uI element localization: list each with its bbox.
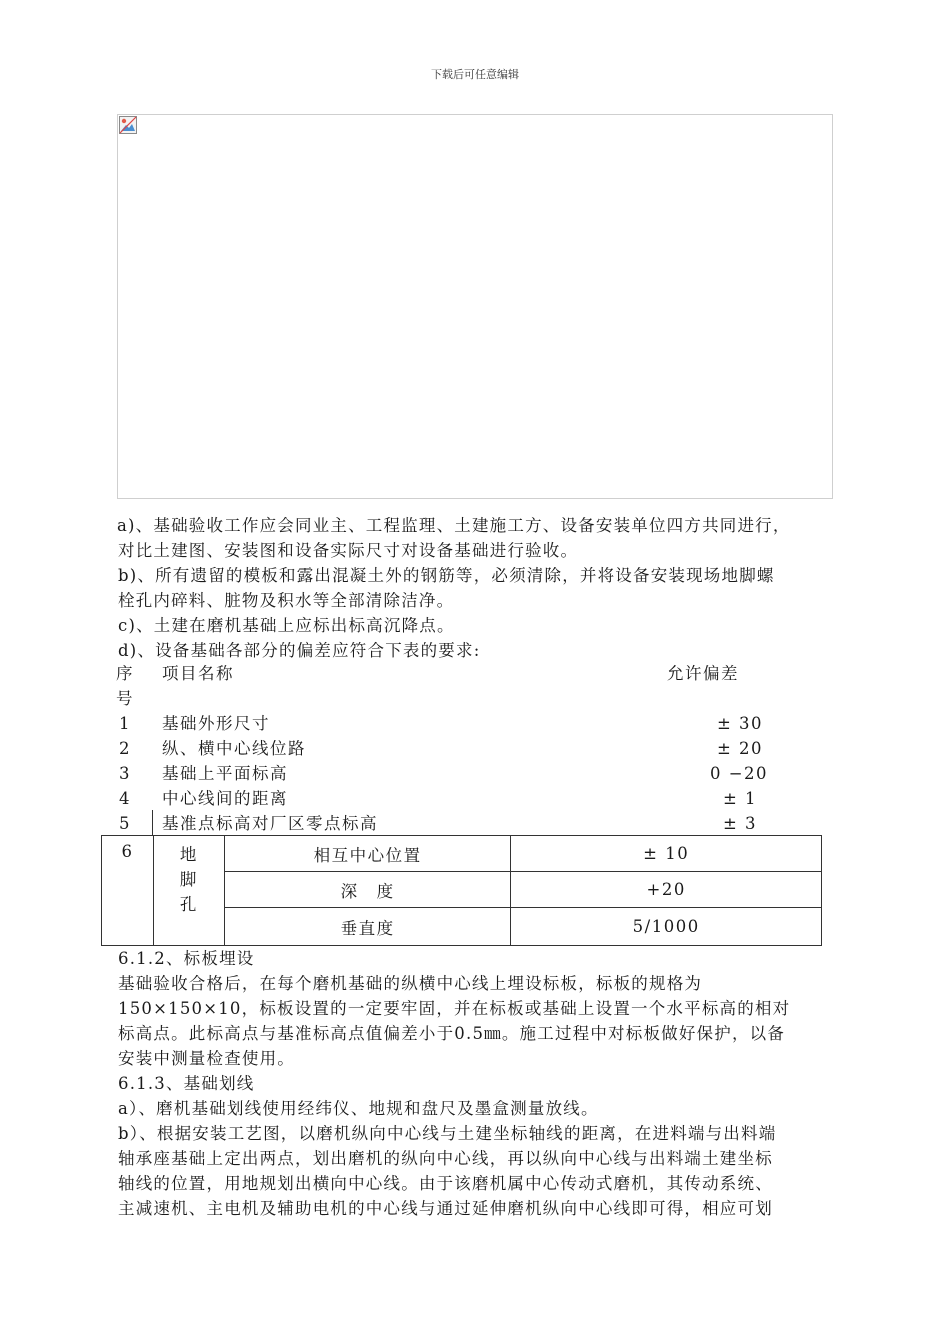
paragraph-line: 轴线的位置，用地规划出横向中心线。由于该磨机属中心传动式磨机，其传动系统、 (118, 1174, 773, 1193)
paragraph-line: 轴承座基础上定出两点，划出磨机的纵向中心线，再以纵向中心线与出料端土建坐标 (118, 1149, 773, 1168)
row-no: 4 (119, 789, 131, 808)
table-header (0, 661, 950, 711)
table-row (0, 736, 950, 761)
row-tolerance: ± 30 (716, 714, 764, 733)
paragraph-line: 安装中测量检查使用。 (118, 1049, 295, 1068)
subrow-name: 相互中心位置 (224, 836, 511, 872)
row6-group-char: 孔 (179, 895, 198, 914)
row-name: 中心线间的距离 (162, 789, 288, 808)
row6-group (153, 836, 224, 946)
paragraph-a-line1: a)、基础验收工作应会同业主、工程监理、土建施工方、设备安装单位四方共同进行， (117, 516, 791, 535)
row6-group-char: 脚 (179, 870, 198, 889)
paragraph-c: c)、土建在磨机基础上应标出标高沉降点。 (118, 616, 455, 635)
figure-placeholder (117, 114, 833, 499)
subrow-tolerance: 5/1000 (511, 908, 822, 946)
row-tolerance: ± 20 (716, 739, 764, 758)
paragraph-b-line2: 栓孔内碎料、脏物及积水等全部清除洁净。 (118, 591, 455, 610)
subrow-name: 垂直度 (224, 908, 511, 946)
paragraph-a-line2: 对比土建图、安装图和设备实际尺寸对设备基础进行验收。 (118, 541, 579, 560)
paragraph-line: b）、根据安装工艺图，以磨机纵向中心线与土建坐标轴线的距离，在进料端与出料端 (118, 1124, 777, 1143)
section-heading-6-1-3: 6.1.3、基础划线 (118, 1074, 255, 1093)
header-no-2: 号 (116, 689, 134, 708)
section-heading-6-1-2: 6.1.2、标板埋设 (118, 949, 255, 968)
paragraph-line: 主减速机、主电机及辅助电机的中心线与通过延伸磨机纵向中心线即可得，相应可划 (118, 1199, 773, 1218)
row-name: 基础外形尺寸 (162, 714, 270, 733)
row-no: 3 (119, 764, 131, 783)
row6-group-char: 地 (179, 845, 198, 864)
paragraph-b-line1: b)、所有遗留的模板和露出混凝土外的钢筋等，必须清除，并将设备安装现场地脚螺 (118, 566, 775, 585)
table-row (102, 836, 822, 872)
row-name: 基准点标高对厂区零点标高 (162, 814, 378, 833)
table-divider (152, 810, 153, 836)
paragraph-line: 150×150×10，标板设置的一定要牢固，并在标板或基础上设置一个水平标高的相对 (118, 999, 791, 1018)
table-row (0, 811, 950, 836)
anchor-hole-table (101, 835, 822, 946)
row-name: 纵、横中心线位路 (162, 739, 306, 758)
row-no: 2 (119, 739, 131, 758)
paragraph-line: 基础验收合格后，在每个磨机基础的纵横中心线上埋设标板，标板的规格为 (118, 974, 703, 993)
row6-no: 6 (102, 836, 154, 946)
paragraph-line: 标高点。此标高点与基准标高点值偏差小于0.5㎜。施工过程中对标板做好保护，以备 (118, 1024, 786, 1043)
subrow-tolerance: ± 10 (511, 836, 822, 872)
header-name: 项目名称 (162, 664, 234, 683)
table-row (0, 711, 950, 736)
subrow-name: 深 度 (224, 872, 511, 908)
paragraph-d: d)、设备基础各部分的偏差应符合下表的要求: (118, 641, 481, 660)
row-no: 5 (119, 814, 131, 833)
table-row (0, 786, 950, 811)
page-header: 下载后可任意编辑 (431, 68, 519, 81)
broken-image-icon (119, 116, 137, 134)
table-row (0, 761, 950, 786)
row-name: 基础上平面标高 (162, 764, 288, 783)
subrow-tolerance: +20 (511, 872, 822, 908)
row-tolerance: ± 3 (722, 814, 758, 833)
paragraph-line: a）、磨机基础划线使用经纬仪、地规和盘尺及墨盒测量放线。 (118, 1099, 599, 1118)
row-no: 1 (119, 714, 131, 733)
row-tolerance: 0 −20 (709, 764, 769, 783)
header-no-1: 序 (116, 664, 134, 683)
header-tolerance: 允许偏差 (667, 664, 739, 683)
row-tolerance: ± 1 (722, 789, 758, 808)
